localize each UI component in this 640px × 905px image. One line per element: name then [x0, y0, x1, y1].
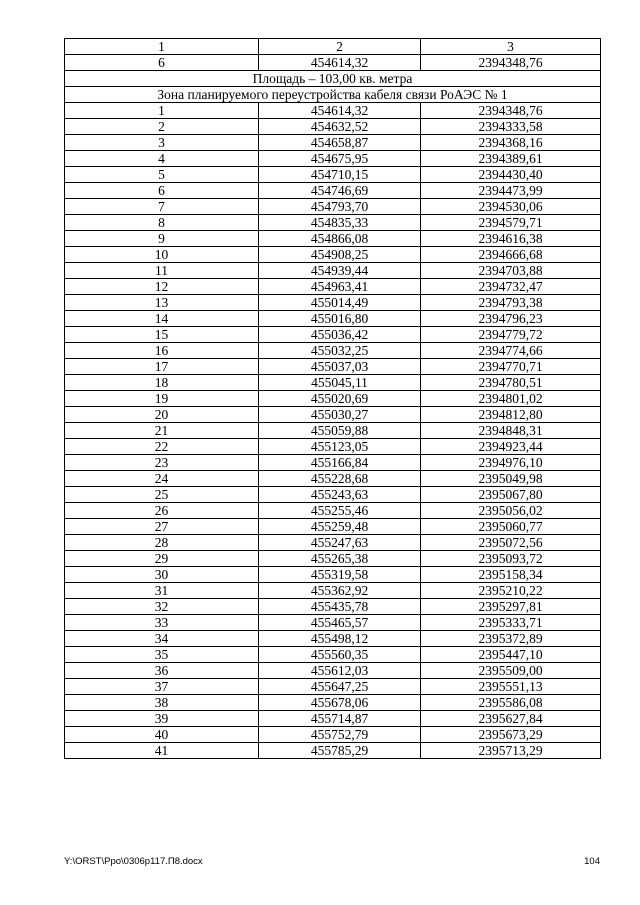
y-coordinate-cell: 2394848,31 — [421, 423, 601, 439]
point-number-cell: 16 — [65, 343, 259, 359]
y-coordinate-cell: 2394430,40 — [421, 167, 601, 183]
point-number-cell: 38 — [65, 695, 259, 711]
point-number-cell: 29 — [65, 551, 259, 567]
point-number-cell: 5 — [65, 167, 259, 183]
point-number-cell: 41 — [65, 743, 259, 759]
point-number-cell: 8 — [65, 215, 259, 231]
y-coordinate-cell: 2394779,72 — [421, 327, 601, 343]
y-coordinate-cell: 2394348,76 — [421, 55, 601, 71]
x-coordinate-cell: 454675,95 — [259, 151, 421, 167]
y-coordinate-cell: 2394923,44 — [421, 439, 601, 455]
table-row — [65, 727, 601, 743]
x-coordinate-cell: 455059,88 — [259, 423, 421, 439]
x-coordinate-cell: 455020,69 — [259, 391, 421, 407]
x-coordinate-cell: 455014,49 — [259, 295, 421, 311]
point-number-cell: 3 — [65, 135, 259, 151]
table-row — [65, 359, 601, 375]
x-coordinate-cell: 455647,25 — [259, 679, 421, 695]
y-coordinate-cell: 2394774,66 — [421, 343, 601, 359]
table-row — [65, 439, 601, 455]
x-coordinate-cell: 455030,27 — [259, 407, 421, 423]
footer-page-number: 104 — [584, 856, 600, 867]
y-coordinate-cell: 2394389,61 — [421, 151, 601, 167]
y-coordinate-cell: 2394793,38 — [421, 295, 601, 311]
table-row — [65, 391, 601, 407]
x-coordinate-cell: 455243,63 — [259, 487, 421, 503]
point-number-cell: 33 — [65, 615, 259, 631]
x-coordinate-cell: 455319,58 — [259, 567, 421, 583]
point-number-cell: 40 — [65, 727, 259, 743]
y-coordinate-cell: 2395333,71 — [421, 615, 601, 631]
y-coordinate-cell: 2394770,71 — [421, 359, 601, 375]
y-coordinate-cell: 2395447,10 — [421, 647, 601, 663]
table-row — [65, 263, 601, 279]
table-row — [65, 695, 601, 711]
x-coordinate-cell: 455037,03 — [259, 359, 421, 375]
x-coordinate-cell: 454939,44 — [259, 263, 421, 279]
coordinates-table — [64, 38, 601, 759]
table-row — [65, 647, 601, 663]
y-coordinate-cell: 2395586,08 — [421, 695, 601, 711]
y-coordinate-cell: 2394616,38 — [421, 231, 601, 247]
point-number-cell: 6 — [65, 183, 259, 199]
point-number-cell: 35 — [65, 647, 259, 663]
point-number-cell: 28 — [65, 535, 259, 551]
table-row — [65, 375, 601, 391]
x-coordinate-cell: 455255,46 — [259, 503, 421, 519]
point-number-cell: 13 — [65, 295, 259, 311]
table-row — [65, 151, 601, 167]
y-coordinate-cell: 2395372,89 — [421, 631, 601, 647]
point-number-cell: 34 — [65, 631, 259, 647]
point-number-cell: 9 — [65, 231, 259, 247]
y-coordinate-cell: 2395049,98 — [421, 471, 601, 487]
point-number-cell: 23 — [65, 455, 259, 471]
x-coordinate-cell: 454632,52 — [259, 119, 421, 135]
area-label: Площадь – 103,00 кв. метра — [65, 71, 601, 87]
y-coordinate-cell: 2394801,02 — [421, 391, 601, 407]
point-number-cell: 12 — [65, 279, 259, 295]
x-coordinate-cell: 455435,78 — [259, 599, 421, 615]
x-coordinate-cell: 455362,92 — [259, 583, 421, 599]
x-coordinate-cell: 455259,48 — [259, 519, 421, 535]
table-row — [65, 423, 601, 439]
y-coordinate-cell: 2394333,58 — [421, 119, 601, 135]
table-row — [65, 743, 601, 759]
y-coordinate-cell: 2395067,80 — [421, 487, 601, 503]
table-row — [65, 503, 601, 519]
point-number-cell: 20 — [65, 407, 259, 423]
point-number-cell: 6 — [65, 55, 259, 71]
x-coordinate-cell: 455016,80 — [259, 311, 421, 327]
point-number-cell: 15 — [65, 327, 259, 343]
table-row — [65, 615, 601, 631]
x-coordinate-cell: 455752,79 — [259, 727, 421, 743]
x-coordinate-cell: 455714,87 — [259, 711, 421, 727]
y-coordinate-cell: 2394530,06 — [421, 199, 601, 215]
table-row — [65, 471, 601, 487]
point-number-cell: 24 — [65, 471, 259, 487]
point-number-cell: 22 — [65, 439, 259, 455]
table-row — [65, 599, 601, 615]
point-number-cell: 14 — [65, 311, 259, 327]
point-number-cell: 19 — [65, 391, 259, 407]
x-coordinate-cell: 455166,84 — [259, 455, 421, 471]
y-coordinate-cell: 2394812,80 — [421, 407, 601, 423]
point-number-cell: 4 — [65, 151, 259, 167]
x-coordinate-cell: 455123,05 — [259, 439, 421, 455]
y-coordinate-cell: 2395713,29 — [421, 743, 601, 759]
y-coordinate-cell: 2394732,47 — [421, 279, 601, 295]
table-row — [65, 583, 601, 599]
table-row — [65, 407, 601, 423]
point-number-cell: 36 — [65, 663, 259, 679]
table-row — [65, 295, 601, 311]
y-coordinate-cell: 2394368,16 — [421, 135, 601, 151]
y-coordinate-cell: 2394780,51 — [421, 375, 601, 391]
header-row — [65, 39, 601, 55]
x-coordinate-cell: 454710,15 — [259, 167, 421, 183]
point-number-cell: 39 — [65, 711, 259, 727]
point-number-cell: 18 — [65, 375, 259, 391]
table-row — [65, 215, 601, 231]
x-coordinate-cell: 454658,87 — [259, 135, 421, 151]
x-coordinate-cell: 454614,32 — [259, 103, 421, 119]
point-number-cell: 17 — [65, 359, 259, 375]
y-coordinate-cell: 2395210,22 — [421, 583, 601, 599]
y-coordinate-cell: 2394703,88 — [421, 263, 601, 279]
point-number-cell: 26 — [65, 503, 259, 519]
area-row — [65, 71, 601, 87]
x-coordinate-cell: 455036,42 — [259, 327, 421, 343]
point-number-cell: 7 — [65, 199, 259, 215]
table-row — [65, 119, 601, 135]
x-coordinate-cell: 454908,25 — [259, 247, 421, 263]
y-coordinate-cell: 2394666,68 — [421, 247, 601, 263]
y-coordinate-cell: 2395158,34 — [421, 567, 601, 583]
y-coordinate-cell: 2395551,13 — [421, 679, 601, 695]
y-coordinate-cell: 2395093,72 — [421, 551, 601, 567]
x-coordinate-cell: 455032,25 — [259, 343, 421, 359]
x-coordinate-cell: 455045,11 — [259, 375, 421, 391]
table-row — [65, 231, 601, 247]
point-number-cell: 1 — [65, 103, 259, 119]
x-coordinate-cell: 455785,29 — [259, 743, 421, 759]
table-row — [65, 343, 601, 359]
table-row — [65, 279, 601, 295]
zone-row — [65, 87, 601, 103]
table-row — [65, 455, 601, 471]
x-coordinate-cell: 454963,41 — [259, 279, 421, 295]
table-row — [65, 567, 601, 583]
table-row — [65, 167, 601, 183]
table-row — [65, 711, 601, 727]
table-row — [65, 663, 601, 679]
x-coordinate-cell: 455465,57 — [259, 615, 421, 631]
x-coordinate-cell: 454866,08 — [259, 231, 421, 247]
header-cell-point: 1 — [65, 39, 259, 55]
table-row — [65, 103, 601, 119]
y-coordinate-cell: 2394976,10 — [421, 455, 601, 471]
y-coordinate-cell: 2395509,00 — [421, 663, 601, 679]
point-number-cell: 21 — [65, 423, 259, 439]
header-cell-y: 3 — [421, 39, 601, 55]
y-coordinate-cell: 2394348,76 — [421, 103, 601, 119]
table-row — [65, 327, 601, 343]
table-row — [65, 631, 601, 647]
y-coordinate-cell: 2394796,23 — [421, 311, 601, 327]
table-row — [65, 199, 601, 215]
y-coordinate-cell: 2395297,81 — [421, 599, 601, 615]
table-row — [65, 311, 601, 327]
y-coordinate-cell: 2395627,84 — [421, 711, 601, 727]
x-coordinate-cell: 455228,68 — [259, 471, 421, 487]
table-row — [65, 183, 601, 199]
point-number-cell: 10 — [65, 247, 259, 263]
x-coordinate-cell: 455678,06 — [259, 695, 421, 711]
table-row — [65, 135, 601, 151]
point-number-cell: 30 — [65, 567, 259, 583]
point-number-cell: 11 — [65, 263, 259, 279]
table-row — [65, 535, 601, 551]
header-cell-x: 2 — [259, 39, 421, 55]
coordinates-table-body — [65, 39, 601, 759]
point-number-cell: 31 — [65, 583, 259, 599]
x-coordinate-cell: 455498,12 — [259, 631, 421, 647]
x-coordinate-cell: 454835,33 — [259, 215, 421, 231]
table-row — [65, 679, 601, 695]
y-coordinate-cell: 2395056,02 — [421, 503, 601, 519]
y-coordinate-cell: 2394473,99 — [421, 183, 601, 199]
table-row — [65, 55, 601, 71]
y-coordinate-cell: 2395673,29 — [421, 727, 601, 743]
x-coordinate-cell: 455265,38 — [259, 551, 421, 567]
table-row — [65, 551, 601, 567]
point-number-cell: 27 — [65, 519, 259, 535]
x-coordinate-cell: 455560,35 — [259, 647, 421, 663]
point-number-cell: 37 — [65, 679, 259, 695]
x-coordinate-cell: 454793,70 — [259, 199, 421, 215]
y-coordinate-cell: 2395060,77 — [421, 519, 601, 535]
x-coordinate-cell: 455247,63 — [259, 535, 421, 551]
table-row — [65, 519, 601, 535]
y-coordinate-cell: 2394579,71 — [421, 215, 601, 231]
point-number-cell: 25 — [65, 487, 259, 503]
x-coordinate-cell: 455612,03 — [259, 663, 421, 679]
x-coordinate-cell: 454614,32 — [259, 55, 421, 71]
table-row — [65, 247, 601, 263]
footer-file-path: Y:\ORST\Ppo\0306p117.П8.docx — [64, 856, 203, 867]
y-coordinate-cell: 2395072,56 — [421, 535, 601, 551]
x-coordinate-cell: 454746,69 — [259, 183, 421, 199]
point-number-cell: 2 — [65, 119, 259, 135]
table-row — [65, 487, 601, 503]
zone-label: Зона планируемого переустройства кабеля связи РоАЭС № 1 — [65, 87, 601, 103]
point-number-cell: 32 — [65, 599, 259, 615]
